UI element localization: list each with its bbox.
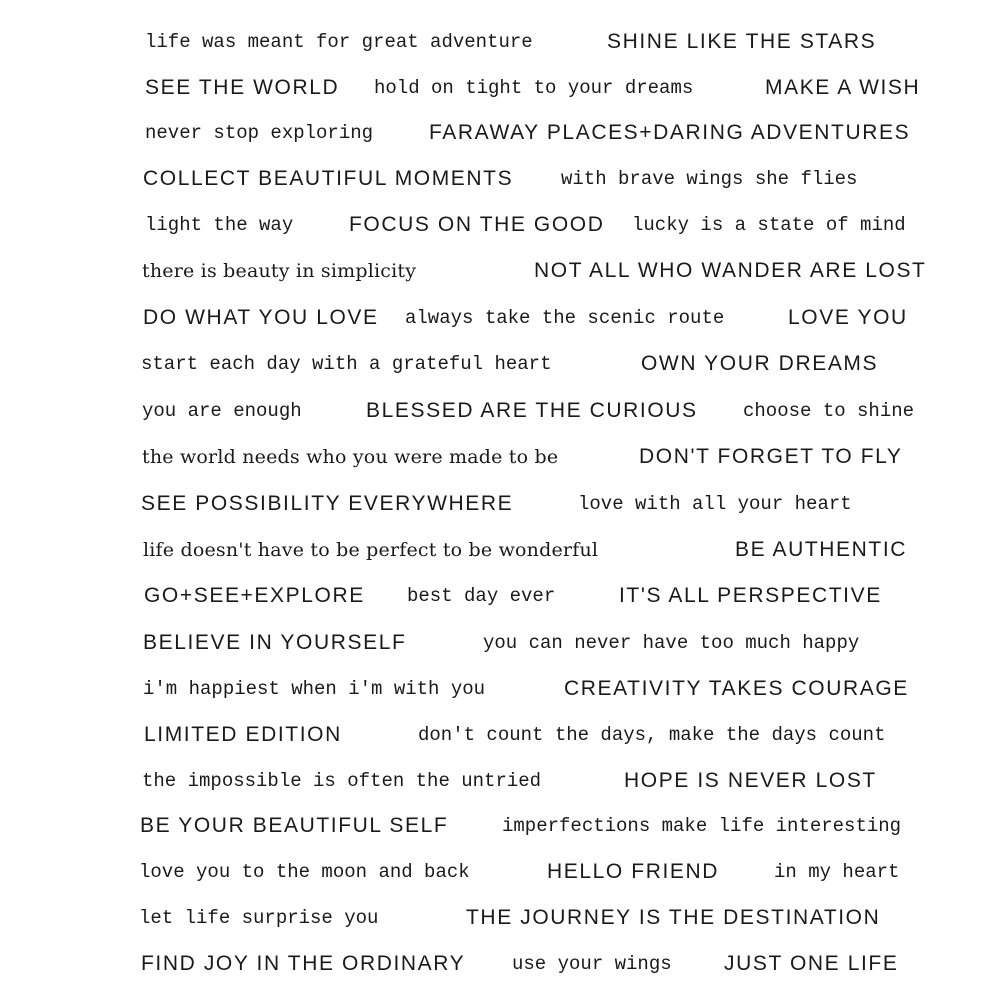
phrase: SEE THE WORLD [145,76,340,99]
phrase-row [0,164,1000,194]
phrase: in my heart [774,861,900,883]
phrase-row [0,857,1000,887]
phrase: life doesn't have to be perfect to be wonderful [143,539,599,561]
phrase-row [0,396,1000,426]
phrase-row [0,903,1000,933]
phrase-row [0,628,1000,658]
phrase: BLESSED ARE THE CURIOUS [366,399,698,422]
phrase: CREATIVITY TAKES COURAGE [564,677,909,700]
phrase: imperfections make life interesting [502,815,902,837]
phrase: you are enough [142,400,302,422]
phrase-row [0,581,1000,611]
phrase: MAKE A WISH [765,76,921,99]
phrase-row [0,118,1000,148]
phrase-row [0,27,1000,57]
phrase-row [0,303,1000,333]
phrase: JUST ONE LIFE [724,952,899,975]
phrase-row [0,674,1000,704]
phrase: BELIEVE IN YOURSELF [143,631,407,654]
phrase: FIND JOY IN THE ORDINARY [141,952,466,975]
phrase: don't count the days, make the days count [418,724,886,746]
phrase-row [0,489,1000,519]
phrase: choose to shine [743,400,915,422]
phrase: let life surprise you [139,907,379,929]
phrase: BE AUTHENTIC [735,538,908,561]
phrase-row [0,766,1000,796]
phrase: the world needs who you were made to be [142,446,559,468]
phrase: love with all your heart [578,493,852,515]
phrase-row [0,210,1000,240]
phrase: NOT ALL WHO WANDER ARE LOST [534,259,927,282]
phrase-row [0,256,1000,286]
phrase: LIMITED EDITION [144,723,342,746]
phrase: SEE POSSIBILITY EVERYWHERE [141,492,514,515]
phrase-row [0,811,1000,841]
phrase: FARAWAY PLACES+DARING ADVENTURES [429,121,911,144]
phrase-row [0,73,1000,103]
phrase: never stop exploring [145,122,374,144]
phrase: always take the scenic route [405,307,725,329]
phrase: the impossible is often the untried [142,770,542,792]
phrase: BE YOUR BEAUTIFUL SELF [140,814,449,837]
phrase: IT'S ALL PERSPECTIVE [619,584,882,607]
phrase: FOCUS ON THE GOOD [349,213,605,236]
phrase: THE JOURNEY IS THE DESTINATION [466,906,881,929]
phrase: best day ever [407,585,556,607]
phrase: there is beauty in simplicity [142,260,417,282]
phrase: i'm happiest when i'm with you [143,678,486,700]
phrase: GO+SEE+EXPLORE [144,584,365,607]
phrase: love you to the moon and back [139,861,470,883]
phrase: hold on tight to your dreams [374,77,694,99]
phrase: life was meant for great adventure [145,31,533,53]
phrase-row [0,949,1000,979]
phrase: OWN YOUR DREAMS [641,352,879,375]
phrase: DON'T FORGET TO FLY [639,445,903,468]
phrase-row [0,349,1000,379]
phrase: COLLECT BEAUTIFUL MOMENTS [143,167,514,190]
phrase-row [0,720,1000,750]
phrase: LOVE YOU [788,306,908,329]
phrase: HELLO FRIEND [547,860,720,883]
phrase: you can never have too much happy [483,632,860,654]
phrase: start each day with a grateful heart [141,353,552,375]
phrase: HOPE IS NEVER LOST [624,769,877,792]
phrase-row [0,442,1000,472]
phrase: SHINE LIKE THE STARS [607,30,877,53]
phrase-row [0,535,1000,565]
phrase: light the way [145,214,294,236]
phrase: lucky is a state of mind [632,214,906,236]
phrase: use your wings [512,953,672,975]
phrase: DO WHAT YOU LOVE [143,306,379,329]
phrase: with brave wings she flies [561,168,858,190]
